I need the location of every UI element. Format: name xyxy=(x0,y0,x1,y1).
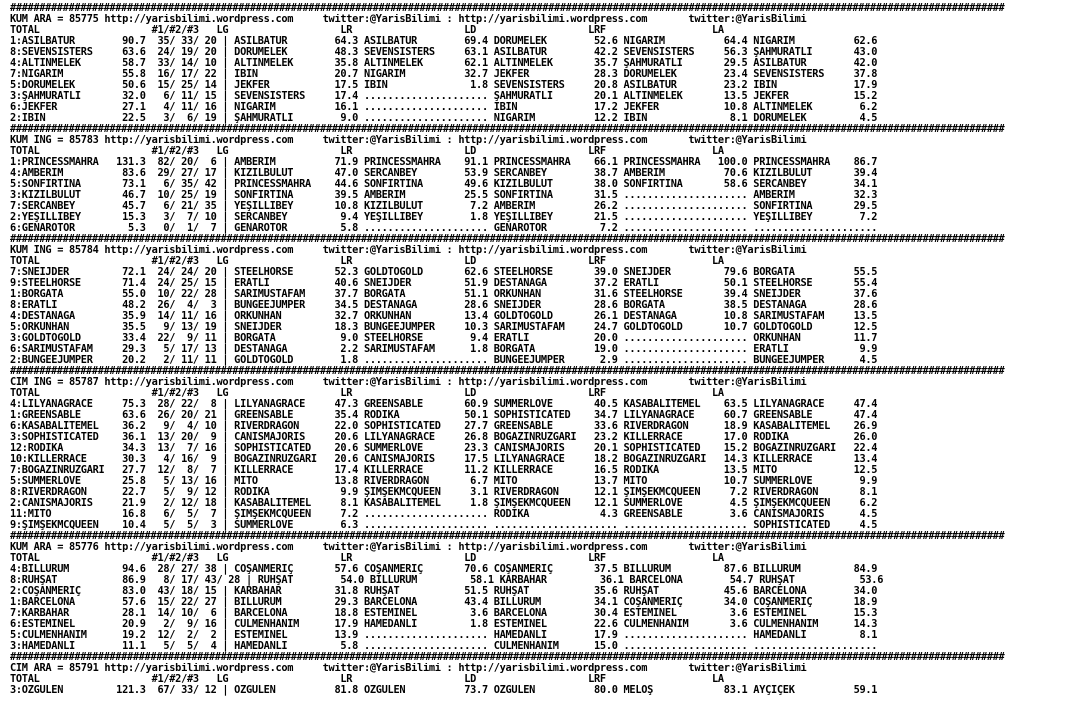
race-header: KUM ING = 85783 http://yarisbilimi.wordpress.com twitter:@YarisBilimi : http://yarisbilimi.wordpress.com twitter:@YarisBilimi xyxy=(10,135,807,146)
table-row: 6:ESTEMİNEL 20.9 2/ 9/ 16 | CÜLMENHANIM 17.9 HAMEDANLI 1.8 ESTEMİNEL 22.6 CÜLMENHANIM 3.6 CÜLMENHANIM 14.3 xyxy=(10,619,878,630)
table-row: 6:JEKFER 27.1 4/ 11/ 16 | NİGARIM 16.1 ..................... İBİN 17.2 JEKFER 10.8 ALTINMELEK 6.2 xyxy=(10,102,878,113)
table-row: 3:HAMEDANLI 11.1 5/ 5/ 4 | HAMEDANLI 5.8 ..................... CÜLMENHANIM 15.0 ..................... ..................... xyxy=(10,641,878,652)
table-row: 7:KARBAHAR 28.1 14/ 10/ 6 | BARCELONA 18.8 ESTEMİNEL 3.6 BARCELONA 30.4 ESTEMİNEL 3.6 ESTEMİNEL 15.3 xyxy=(10,608,878,619)
table-row: 1:GREENSABLE 63.6 26/ 20/ 21 | GREENSABLE 35.4 RODİKA 50.1 SOPHISTICATED 34.7 LILYANAGRACE 60.7 GREENSABLE 47.4 xyxy=(10,410,878,421)
table-row: 6:SARIMUSTAFAM 29.3 5/ 17/ 13 | DESTANAGA 2.2 SARIMUSTAFAM 1.8 BORGATA 19.0 ..................... ERATLI 9.9 xyxy=(10,344,878,355)
separator-line: ########################################################################################################################################################################## xyxy=(10,3,1005,14)
table-row: 6:GENAROTOR 5.3 0/ 1/ 7 | GENAROTOR 5.8 ..................... GENAROTOR 7.2 ..................... ..................... xyxy=(10,223,878,234)
table-row: 4:BİLLURUM 94.6 28/ 27/ 38 | COŞANMERİÇ 57.6 COŞANMERİÇ 70.6 COŞANMERİÇ 37.5 BİLLURUM 87.6 BİLLURUM 84.9 xyxy=(10,564,878,575)
table-row: 1:ASİLBATUR 90.7 35/ 33/ 20 | ASİLBATUR 64.3 ASİLBATUR 69.4 DORUMELEK 52.6 NİGARIM 64.4 NİGARIM 62.6 xyxy=(10,36,878,47)
table-row: 10:KILLERRACE 30.3 4/ 16/ 9 | BOĞAZINRÜZGARI 20.6 CANISMAJORIS 17.5 LILYANAGRACE 18.2 BOĞAZINRÜZGARI 14.3 KILLERRACE 13.4 xyxy=(10,454,878,465)
table-row: 4:ALTINMELEK 58.7 33/ 14/ 10 | ALTINMELEK 35.8 ALTINMELEK 62.1 ALTINMELEK 35.7 ŞAHMURATLI 29.5 ASİLBATUR 42.0 xyxy=(10,58,878,69)
table-row: 8:SEVENSISTERS 63.6 24/ 19/ 20 | DORUMELEK 48.3 SEVENSISTERS 63.1 ASİLBATUR 42.2 SEVENSISTERS 56.3 ŞAHMURATLI 43.0 xyxy=(10,47,878,58)
table-row: 7:NİGARIM 55.8 16/ 17/ 22 | İBİN 20.7 NİGARIM 32.7 JEKFER 28.3 DORUMELEK 23.4 SEVENSISTERS 37.8 xyxy=(10,69,878,80)
table-row: 5:DORUMELEK 50.6 15/ 25/ 14 | JEKFER 17.5 İBİN 1.8 SEVENSISTERS 20.8 ASİLBATUR 23.2 İBİN 17.9 xyxy=(10,80,878,91)
table-row: 6:KASABALITEMEL 36.2 9/ 4/ 10 | RIVERDRAGON 22.0 SOPHISTICATED 27.7 GREENSABLE 33.6 RIVERDRAGON 18.9 KASABALITEMEL 26.9 xyxy=(10,421,878,432)
table-row: 5:SONFIRTINA 73.1 6/ 35/ 42 | PRINCESSMAHRA 44.6 SONFIRTINA 49.6 KIZILBULUT 38.0 SONFIRTINA 58.6 SERCANBEY 34.1 xyxy=(10,179,878,190)
table-row: 3:GOLDTOGOLD 33.4 22/ 9/ 11 | BORGATA 9.0 STEELHORSE 9.4 ERATLI 20.0 ..................... ORKUNHAN 11.7 xyxy=(10,333,878,344)
table-row: 9:STEELHORSE 71.4 24/ 25/ 15 | ERATLI 40.6 SNEIJDER 51.9 DESTANAGA 37.2 ERATLI 50.1 STEELHORSE 55.4 xyxy=(10,278,878,289)
table-row: 3:SOPHISTICATED 36.1 13/ 20/ 9 | CANISMAJORIS 20.6 LILYANAGRACE 26.8 BOĞAZINRÜZGARI 23.2 KILLERRACE 17.0 RODİKA 26.0 xyxy=(10,432,878,443)
table-row: 12:RODİKA 34.3 13/ 7/ 16 | SOPHISTICATED 20.6 SUMMERLOVE 23.3 CANISMAJORIS 20.1 SOPHISTICATED 15.2 BOĞAZINRÜZGARI 22.4 xyxy=(10,443,878,454)
table-row: 8:RUHŞAT 86.9 8/ 17/ 43/ 28 | RUHŞAT 54.0 BİLLURUM 58.1 KARBAHAR 36.1 BARCELONA 54.7 RUHŞAT 53.6 xyxy=(10,575,884,586)
table-row: 3:ÖZGÜLEN 121.3 67/ 33/ 12 | ÖZGÜLEN 81.8 ÖZGÜLEN 73.7 ÖZGÜLEN 80.0 MELOŞ 83.1 AYÇİÇEK 59.1 xyxy=(10,685,878,696)
table-row: 4:DESTANAGA 35.9 14/ 11/ 16 | ORKUNHAN 32.7 ORKUNHAN 13.4 GOLDTOGOLD 26.1 DESTANAGA 10.8 SARIMUSTAFAM 13.5 xyxy=(10,311,878,322)
table-row: 7:SERCANBEY 45.7 6/ 21/ 35 | YEŞİLLİBEY 10.8 KIZILBULUT 7.2 AMBERİM 26.2 ..................... SONFIRTINA 29.5 xyxy=(10,201,878,212)
table-row: 5:SUMMERLOVE 25.8 5/ 13/ 16 | MİTO 13.8 RIVERDRAGON 6.7 MİTO 13.7 MİTO 10.7 SUMMERLOVE 9.9 xyxy=(10,476,878,487)
table-row: 2:İBİN 22.5 3/ 6/ 19 | ŞAHMURATLI 9.0 ..................... NİGARIM 12.2 İBİN 8.1 DORUMELEK 4.5 xyxy=(10,113,878,124)
race-header: CIM ING = 85787 http://yarisbilimi.wordpress.com twitter:@YarisBilimi : http://yarisbilimi.wordpress.com twitter:@YarisBilimi xyxy=(10,377,807,388)
table-row: 7:BOĞAZINRÜZGARI 27.7 12/ 8/ 7 | KILLERRACE 17.4 KILLERRACE 11.2 KILLERRACE 16.5 RODİKA 13.5 MİTO 12.5 xyxy=(10,465,878,476)
table-row: 1:BARCELONA 57.6 15/ 22/ 27 | BİLLURUM 29.3 BARCELONA 43.4 BİLLURUM 34.1 COŞANMERİÇ 34.0 COŞANMERİÇ 18.9 xyxy=(10,597,878,608)
separator-line: ########################################################################################################################################################################## xyxy=(10,531,1005,542)
table-row: 7:SNEIJDER 72.1 24/ 24/ 20 | STEELHORSE 52.3 GOLDTOGOLD 62.6 STEELHORSE 39.0 SNEIJDER 79.6 BORGATA 55.5 xyxy=(10,267,878,278)
column-header: TOTAL #1/#2/#3 LG LR LD LRF LA xyxy=(10,674,724,685)
table-row: 3:ŞAHMURATLI 32.0 6/ 11/ 15 | SEVENSISTERS 17.4 ..................... ŞAHMURATLI 20.1 ALTINMELEK 13.5 JEKFER 15.2 xyxy=(10,91,878,102)
table-row: 5:ORKUNHAN 35.5 9/ 13/ 19 | SNEIJDER 18.3 BUNGEEJUMPER 10.3 SARIMUSTAFAM 24.7 GOLDTOGOLD 10.7 GOLDTOGOLD 12.5 xyxy=(10,322,878,333)
table-row: 4:LILYANAGRACE 75.3 28/ 22/ 8 | LILYANAGRACE 47.3 GREENSABLE 60.9 SUMMERLOVE 40.5 KASABALITEMEL 63.5 LILYANAGRACE 47.4 xyxy=(10,399,878,410)
table-row: 8:ERATLI 48.2 26/ 4/ 3 | BUNGEEJUMPER 34.5 DESTANAGA 28.6 SNEIJDER 28.6 BORGATA 38.5 DESTANAGA 28.6 xyxy=(10,300,878,311)
table-row: 5:CÜLMENHANIM 19.2 12/ 2/ 2 | ESTEMİNEL 13.9 ..................... HAMEDANLI 17.9 ..................... HAMEDANLI 8.1 xyxy=(10,630,878,641)
column-header: TOTAL #1/#2/#3 LG LR LD LRF LA xyxy=(10,146,724,157)
race-header: CIM ARA = 85791 http://yarisbilimi.wordpress.com twitter:@YarisBilimi : http://yarisbilimi.wordpress.com twitter:@YarisBilimi xyxy=(10,663,807,674)
column-header: TOTAL #1/#2/#3 LG LR LD LRF LA xyxy=(10,25,724,36)
table-row: 2:YEŞİLLİBEY 15.3 3/ 7/ 10 | SERCANBEY 9.4 YEŞİLLİBEY 1.8 YEŞİLLİBEY 21.5 ..................... YEŞİLLİBEY 7.2 xyxy=(10,212,878,223)
table-row: 8:RIVERDRAGON 22.7 5/ 9/ 12 | RODİKA 9.9 ŞİMŞEKMCQUEEN 3.1 RIVERDRAGON 12.1 ŞİMŞEKMCQUEEN 7.2 RIVERDRAGON 8.1 xyxy=(10,487,878,498)
separator-line: ########################################################################################################################################################################## xyxy=(10,366,1005,377)
separator-line: ########################################################################################################################################################################## xyxy=(10,234,1005,245)
table-row: 11:MİTO 16.8 6/ 5/ 7 | ŞİMŞEKMCQUEEN 7.2 ..................... RODİKA 4.3 GREENSABLE 3.6 CANISMAJORIS 4.5 xyxy=(10,509,878,520)
column-header: TOTAL #1/#2/#3 LG LR LD LRF LA xyxy=(10,553,724,564)
column-header: TOTAL #1/#2/#3 LG LR LD LRF LA xyxy=(10,388,724,399)
race-header: KUM ARA = 85775 http://yarisbilimi.wordpress.com twitter:@YarisBilimi : http://yarisbilimi.wordpress.com twitter:@YarisBilimi xyxy=(10,14,807,25)
separator-line: ########################################################################################################################################################################## xyxy=(10,124,1005,135)
table-row: 3:KIZILBULUT 46.7 10/ 25/ 19 | SONFIRTINA 39.5 AMBERİM 25.5 SONFIRTINA 31.5 ..................... AMBERİM 32.3 xyxy=(10,190,878,201)
table-row: 1:BORGATA 55.0 10/ 22/ 28 | SARIMUSTAFAM 37.7 BORGATA 51.1 ORKUNHAN 31.6 STEELHORSE 39.4 SNEIJDER 37.6 xyxy=(10,289,878,300)
table-row: 2:COŞANMERİÇ 83.0 43/ 18/ 15 | KARBAHAR 31.8 RUHŞAT 51.5 RUHŞAT 35.6 RUHŞAT 45.6 BARCELONA 34.0 xyxy=(10,586,878,597)
table-row: 2:CANISMAJORIS 21.9 2/ 12/ 18 | KASABALITEMEL 8.1 KASABALITEMEL 1.8 ŞİMŞEKMCQUEEN 12.1 SUMMERLOVE 4.5 ŞİMŞEKMCQUEEN 6.2 xyxy=(10,498,878,509)
race-header: KUM ING = 85784 http://yarisbilimi.wordpress.com twitter:@YarisBilimi : http://yarisbilimi.wordpress.com twitter:@YarisBilimi xyxy=(10,245,807,256)
race-header: KUM ARA = 85776 http://yarisbilimi.wordpress.com twitter:@YarisBilimi : http://yarisbilimi.wordpress.com twitter:@YarisBilimi xyxy=(10,542,807,553)
table-row: 2:BUNGEEJUMPER 20.2 2/ 11/ 11 | GOLDTOGOLD 1.8 ..................... BUNGEEJUMPER 2.9 ..................... BUNGEEJUMPER 4.5 xyxy=(10,355,878,366)
table-row: 9:ŞİMŞEKMCQUEEN 10.4 5/ 5/ 3 | SUMMERLOVE 6.3 ..................... ..................... ..................... SOPHISTICATED 4.5 xyxy=(10,520,878,531)
table-row: 4:AMBERİM 83.6 29/ 27/ 17 | KIZILBULUT 47.0 SERCANBEY 53.9 SERCANBEY 38.7 AMBERİM 70.6 KIZILBULUT 39.4 xyxy=(10,168,878,179)
table-row: 1:PRINCESSMAHRA 131.3 82/ 20/ 6 | AMBERİM 71.9 PRINCESSMAHRA 91.1 PRINCESSMAHRA 66.1 PRINCESSMAHRA 100.0 PRINCESSMAHRA 86.7 xyxy=(10,157,878,168)
separator-line: ########################################################################################################################################################################## xyxy=(10,652,1005,663)
column-header: TOTAL #1/#2/#3 LG LR LD LRF LA xyxy=(10,256,724,267)
